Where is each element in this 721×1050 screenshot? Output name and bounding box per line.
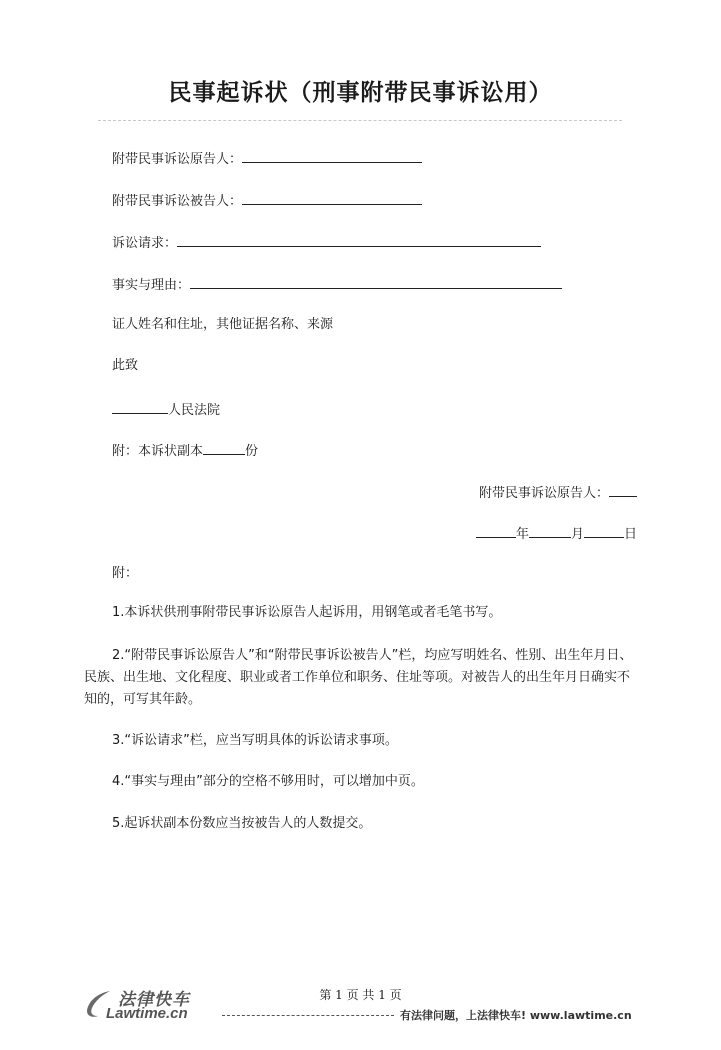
note-item: 5.起诉状副本份数应当按被告人的人数提交。 xyxy=(112,816,372,831)
month-blank[interactable] xyxy=(529,523,571,538)
plaintiff-blank[interactable] xyxy=(242,148,422,163)
note-item: 3.“诉讼请求”栏，应当写明具体的诉讼请求事项。 xyxy=(112,733,398,748)
defendant-label: 附带民事诉讼被告人： xyxy=(112,194,243,209)
court-suffix: 人民法院 xyxy=(168,403,221,418)
signature-row xyxy=(479,482,637,503)
year-label: 年 xyxy=(515,527,529,542)
notes-heading: 附： xyxy=(112,566,139,581)
defendant-blank[interactable] xyxy=(242,190,422,205)
footer-divider xyxy=(222,1015,394,1016)
attachment-suffix: 份 xyxy=(245,444,259,459)
attachment-row xyxy=(112,440,258,461)
footer-slogan: 有法律问题，上法律快车! www.lawtime.cn xyxy=(400,1009,632,1022)
day-label: 日 xyxy=(623,527,637,542)
note-item: 1.本诉状供刑事附带民事诉讼原告人起诉用，用钢笔或者毛笔书写。 xyxy=(112,605,502,620)
defendant-row xyxy=(112,190,422,211)
facts-blank[interactable] xyxy=(190,274,562,289)
signature-label: 附带民事诉讼原告人： xyxy=(478,486,609,501)
note-item: 2.“附带民事诉讼原告人”和“附带民事诉讼被告人”栏，均应写明姓名、性别、出生年月日、民族、出生地、文化程度、职业或者工作单位和职务、住址等项。对被告人的出生年月日确实不知的，可写其年龄。 xyxy=(84,648,633,707)
note-item: 4.“事实与理由”部分的空格不够用时，可以增加中页。 xyxy=(112,774,424,789)
lawtime-logo[interactable] xyxy=(84,985,224,1025)
salutation: 此致 xyxy=(112,358,139,373)
plaintiff-label: 附带民事诉讼原告人： xyxy=(112,152,243,167)
document-title: 民事起诉状（刑事附带民事诉讼用） xyxy=(168,80,553,106)
copies-blank[interactable] xyxy=(203,440,245,455)
claim-blank[interactable] xyxy=(177,232,541,247)
logo-english-text: Lawtime.cn xyxy=(106,1005,188,1022)
claim-row xyxy=(112,232,541,253)
date-row xyxy=(476,523,637,544)
plaintiff-row xyxy=(112,148,422,169)
attachment-prefix: 附：本诉状副本 xyxy=(112,444,204,459)
title-divider xyxy=(98,120,622,121)
logo-chinese-text: 法律快车 xyxy=(118,990,190,1010)
witness-text: 证人姓名和住址，其他证据名称、来源 xyxy=(112,317,334,332)
claim-label: 诉讼请求： xyxy=(112,236,178,251)
facts-row xyxy=(112,274,562,295)
year-blank[interactable] xyxy=(476,523,516,538)
court-blank[interactable] xyxy=(112,399,168,414)
month-label: 月 xyxy=(570,527,584,542)
court-row xyxy=(112,399,220,420)
page-number: 第 1 页 共 1 页 xyxy=(319,988,402,1002)
day-blank[interactable] xyxy=(584,523,624,538)
facts-label: 事实与理由： xyxy=(112,278,191,293)
signature-blank[interactable] xyxy=(609,482,637,497)
